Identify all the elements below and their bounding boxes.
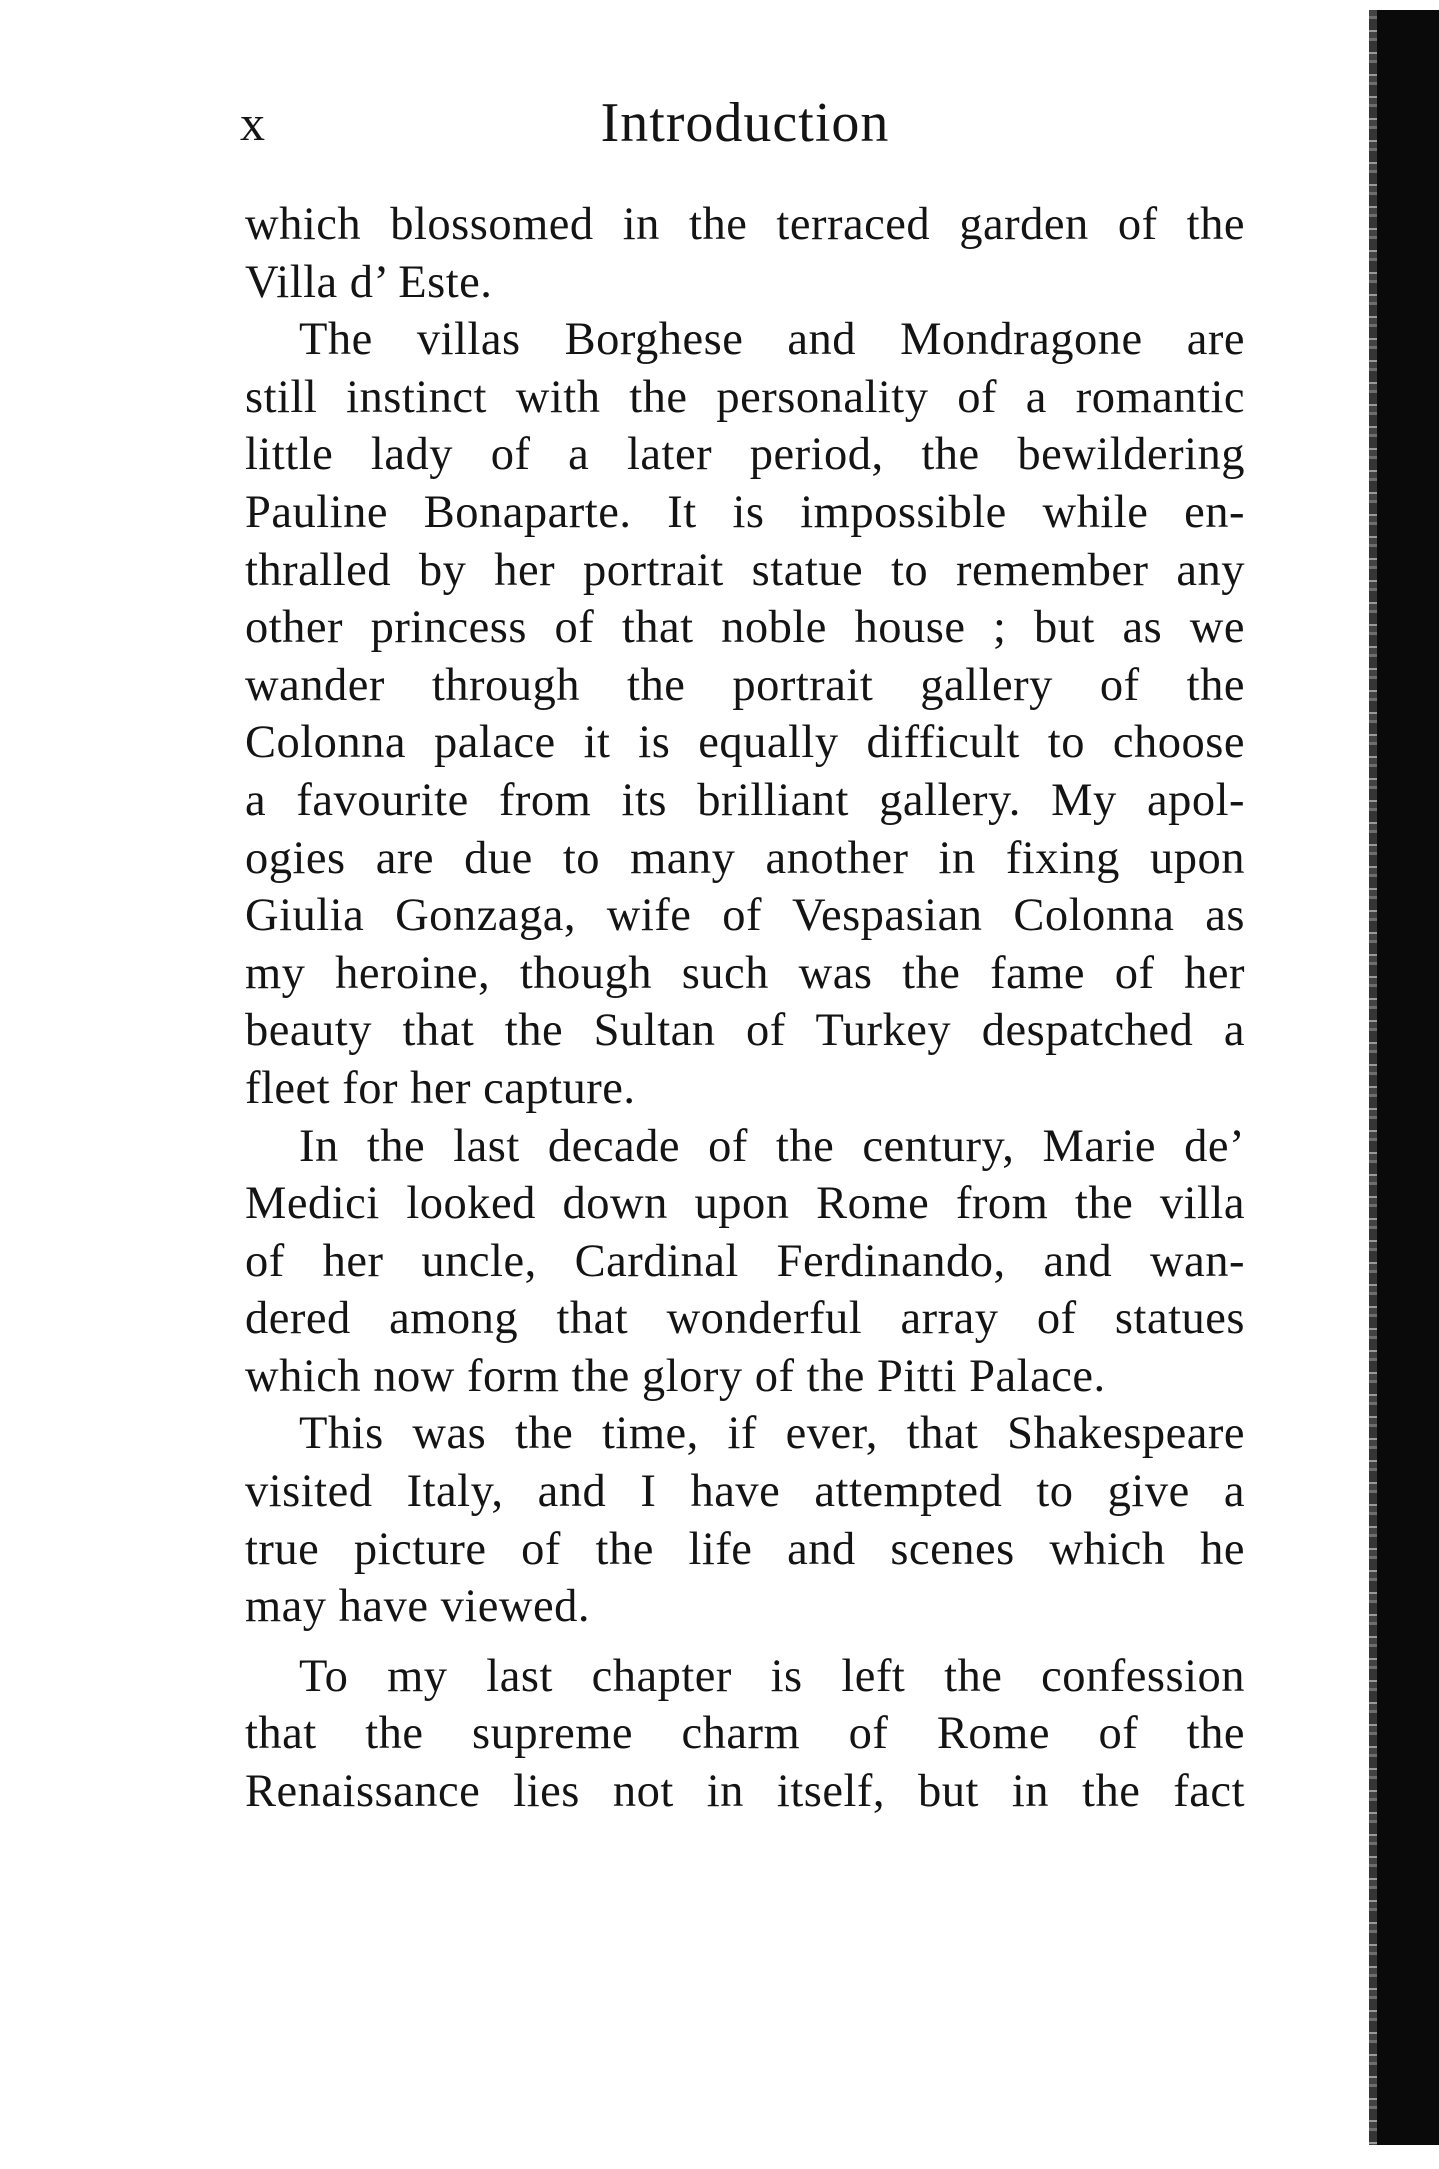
text-line: visited Italy, and I have attempted to give a (245, 1466, 1245, 1518)
text-line: my heroine, though such was the fame of her (245, 947, 1245, 999)
text-line: wander through the portrait gallery of the (245, 659, 1245, 711)
paragraph-spacer (245, 1636, 1245, 1648)
text-line: Colonna palace it is equally difficult to choose (245, 717, 1245, 769)
text-line: In the last decade of the century, Marie de’ (299, 1120, 1245, 1172)
text-line: that the supreme charm of Rome of the (245, 1708, 1245, 1760)
page-number: x (240, 95, 265, 151)
text-line: other princess of that noble house ; but as we (245, 602, 1245, 654)
paragraph (245, 1405, 1245, 1635)
text-line: beauty that the Sultan of Turkey despatched a (245, 1005, 1245, 1057)
text-line: thralled by her portrait statue to remember any (245, 544, 1245, 596)
text-line: Giulia Gonzaga, wife of Vespasian Colonna as (245, 890, 1245, 942)
text-line: true picture of the life and scenes which he (245, 1523, 1245, 1575)
paragraph (245, 1648, 1245, 1821)
paragraph (245, 196, 1245, 311)
text-line: Renaissance lies not in itself, but in the fact (245, 1766, 1245, 1818)
text-line: of her uncle, Cardinal Ferdinando, and wan- (245, 1235, 1245, 1287)
text-line: To my last chapter is left the confession (299, 1650, 1245, 1702)
page-header (240, 88, 1250, 158)
running-head: Introduction (600, 92, 890, 154)
text-line: a favourite from its brilliant gallery. My apol- (245, 774, 1245, 826)
text-line: This was the time, if ever, that Shakespeare (299, 1408, 1245, 1460)
text-line: The villas Borghese and Mondragone are (299, 314, 1245, 366)
text-line: Pauline Bonaparte. It is impossible while en- (245, 486, 1245, 538)
paragraph (245, 1118, 1245, 1406)
text-line: still instinct with the personality of a romantic (245, 371, 1245, 423)
scan-binding-edge (1377, 10, 1439, 2145)
text-line: ogies are due to many another in fixing upon (245, 832, 1245, 884)
paragraph (245, 311, 1245, 1117)
body-text (245, 196, 1245, 1821)
text-line: dered among that wonderful array of statues (245, 1293, 1245, 1345)
text-line: Medici looked down upon Rome from the villa (245, 1178, 1245, 1230)
text-line: which now form the glory of the Pitti Palace. (245, 1350, 1106, 1402)
text-line: Villa d’ Este. (245, 256, 493, 308)
text-line: little lady of a later period, the bewildering (245, 429, 1245, 481)
text-line: may have viewed. (245, 1581, 590, 1633)
text-line: fleet for her capture. (245, 1062, 636, 1114)
text-line: which blossomed in the terraced garden of the (245, 199, 1245, 250)
